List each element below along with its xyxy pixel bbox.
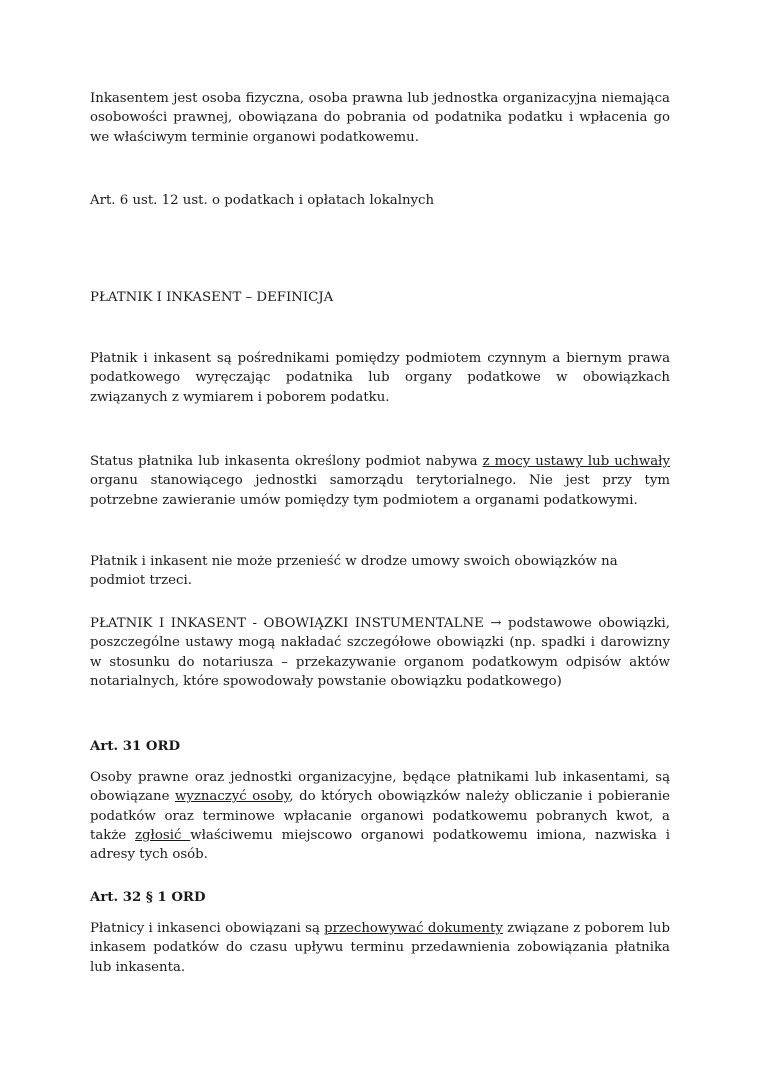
text-segment: Płatnicy i inkasenci obowiązani są: [90, 921, 325, 936]
underlined-phrase: wyznaczyć osoby: [174, 789, 290, 805]
text-segment: Osoby prawne oraz jednostki organizacyjne, będące płatnikami lub inkasentami, są obowiązane: [90, 770, 670, 805]
text-segment: właściwemu miejscowo organowi podatkowemu imiona, nazwiska i adresy tych osób.: [90, 827, 671, 863]
underlined-phrase: z mocy ustawy lub uchwały: [482, 454, 670, 469]
underlined-phrase: zgłosić: [135, 827, 191, 843]
text-segment: związane z poborem lub inkasem podatków do czasu upływu terminu przedawnienia zobowiązania płatnika lub inkasenta.: [90, 921, 670, 975]
text-segment: , do których obowiązków należy obliczanie i pobieranie podatków oraz terminowe wpłacanie organowi podatkowemu pobranych kwot, a także: [90, 789, 670, 843]
paragraph-status: [90, 452, 670, 510]
paragraph-no-transfer: Płatnik i inkasent nie może przenieść w drodze umowy swoich obowiązków na podmiot trzeci.: [90, 554, 618, 589]
paragraph-intermediaries: Płatnik i inkasent są pośrednikami pomiędzy podmiotem czynnym a biernym prawa podatkowego wyręczając podatnika lub organy podatkowe w obowiązkach związanych z wymiarem i poborem podatku.: [90, 351, 670, 405]
heading-art31: Art. 31 ORD: [90, 739, 181, 754]
heading-art32: Art. 32 § 1 ORD: [90, 890, 206, 905]
paragraph-instrumental-duties: PŁATNIK I INKASENT - OBOWIĄZKI INSTUMENTALNE → podstawowe obowiązki, poszczególne ustawy mogą nakładać szczegółowe obowiązki (np. spadki i darowizny w stosunku do notariusza – przekazywanie organom podatkowym odpisów aktów notarialnych, które spowodowały powstanie obowiązku podatkowego): [90, 616, 670, 689]
paragraph-inkasent-definition: Inkasentem jest osoba fizyczna, osoba prawna lub jednostka organizacyjna niemająca osobowości prawnej, obowiązana do pobrania od podatnika podatku i wpłacenia go we właściwym terminie organowi podatkowemu.: [90, 91, 670, 145]
paragraph-art31: [90, 768, 670, 864]
text-segment: organu stanowiącego jednostki samorządu terytorialnego. Nie jest przy tym potrzebne zawieranie umów pomiędzy tym podmiotem a organami podatkowymi.: [90, 473, 670, 508]
paragraph-art32: [90, 919, 670, 977]
paragraph-art6-reference: Art. 6 ust. 12 ust. o podatkach i opłatach lokalnych: [90, 193, 435, 208]
text-segment: Status płatnika lub inkasenta określony podmiot nabywa: [90, 454, 483, 469]
underlined-phrase: przechowywać dokumenty: [324, 921, 503, 936]
section-heading-definition: PŁATNIK I INKASENT – DEFINICJA: [90, 290, 334, 305]
